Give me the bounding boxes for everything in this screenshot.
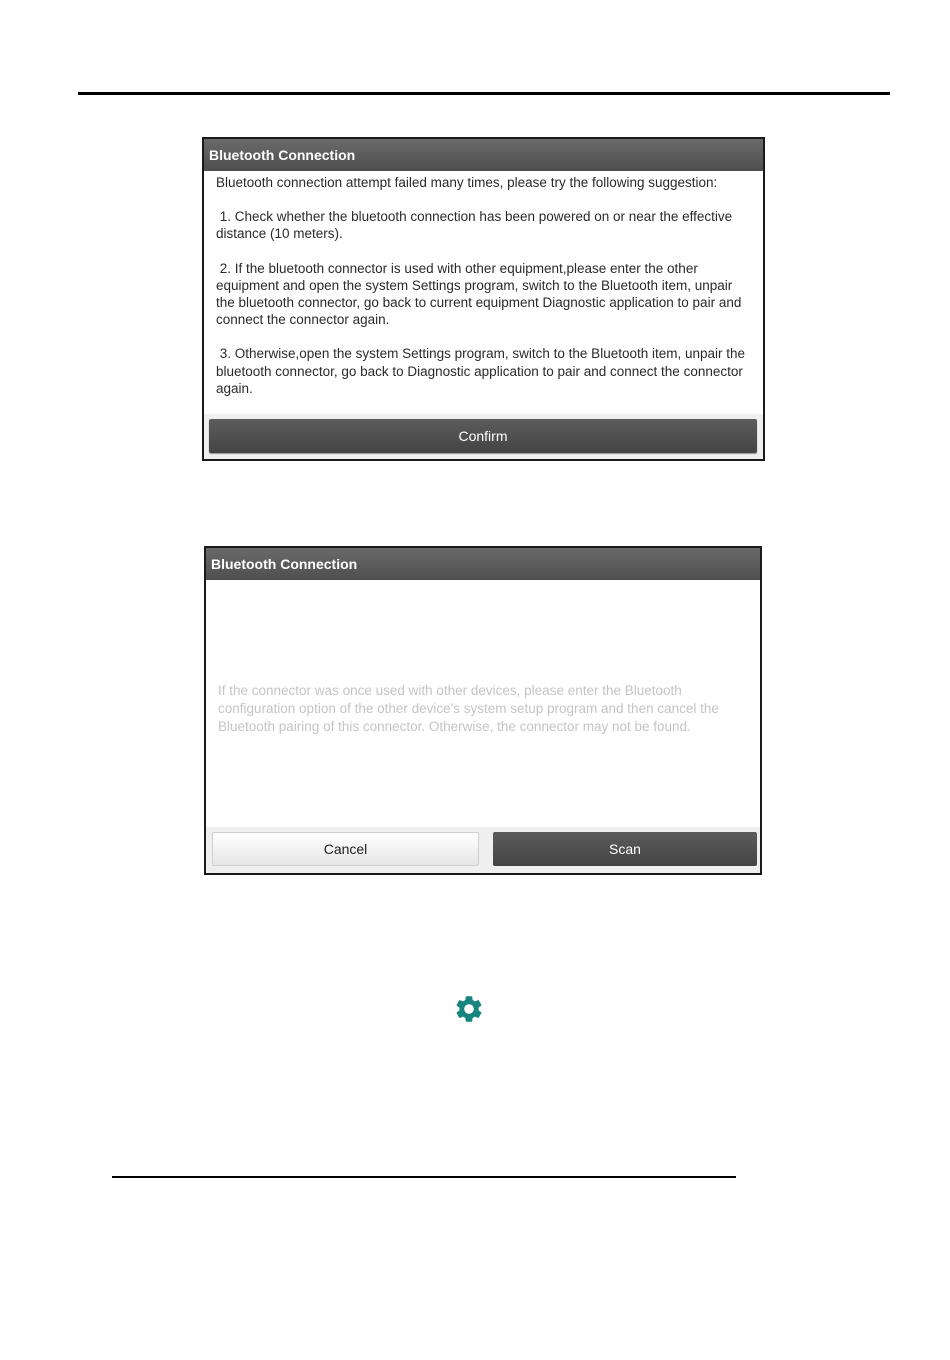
dialog-intro-text: Bluetooth connection attempt failed many times, please try the following suggestion: — [216, 175, 718, 190]
dialog-step-1-text: 1. Check whether the bluetooth connection has been powered on or near the effective distance (10 meters). — [216, 209, 736, 242]
header-rule — [78, 92, 890, 95]
bluetooth-failure-dialog — [202, 137, 765, 461]
dialog-footer — [206, 827, 760, 873]
dialog-title: Bluetooth Connection — [204, 139, 763, 171]
cancel-button[interactable]: Cancel — [212, 832, 479, 866]
dialog-body — [204, 171, 763, 415]
scan-button[interactable]: Scan — [493, 832, 757, 866]
dialog-title: Bluetooth Connection — [206, 548, 760, 580]
footer-rule — [112, 1176, 736, 1178]
dialog-body — [206, 580, 760, 828]
bluetooth-scan-dialog — [204, 546, 762, 875]
dialog-message: If the connector was once used with other devices, please enter the Bluetooth configuration option of the other device's system setup program and then cancel the Bluetooth pairing of this connector. Otherwise, the connector may not be found. — [218, 683, 719, 734]
dialog-step-2-text: 2. If the bluetooth connector is used with other equipment,please enter the other equipment and open the system Settings program, switch to the Bluetooth item, unpair the bluetooth connector, go back to current equipment Diagnostic application to pair and connect the connector again. — [216, 260, 746, 328]
confirm-button[interactable]: Confirm — [209, 419, 757, 453]
dialog-step-3-text: 3. Otherwise,open the system Settings program, switch to the Bluetooth item, unpair the bluetooth connector, go back to Diagnostic application to pair and connect the connector again. — [216, 346, 749, 396]
dialog-footer — [204, 414, 763, 459]
gear-icon — [453, 993, 485, 1025]
